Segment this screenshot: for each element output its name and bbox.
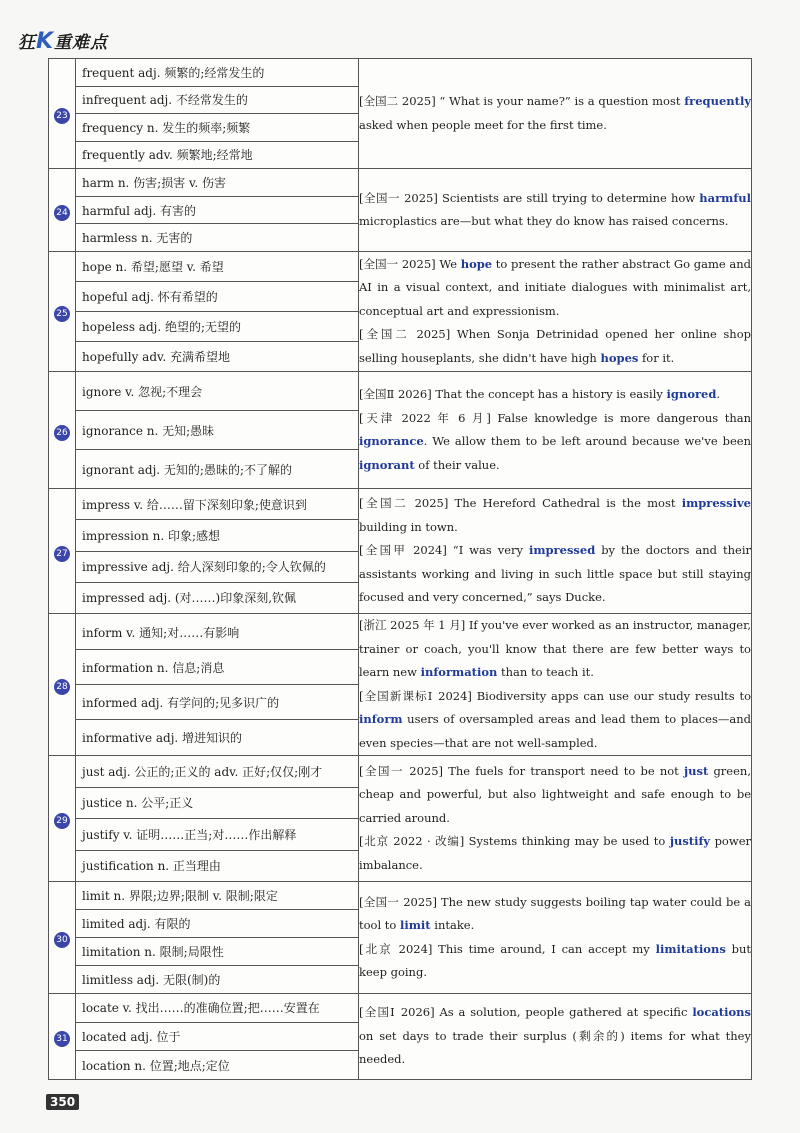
entry-number-cell bbox=[49, 59, 76, 169]
word-family-cell bbox=[76, 882, 359, 994]
highlighted-word: locations bbox=[692, 1005, 751, 1020]
word-form: hope n. 希望;愿望 v. 希望 bbox=[76, 252, 358, 282]
highlighted-word: impressive bbox=[681, 496, 751, 511]
sentence-text: [全国一 2025] Scientists are still trying to determine how bbox=[359, 190, 700, 205]
word-form: impress v. 给……留下深刻印象;使意识到 bbox=[76, 489, 358, 520]
example-sentence bbox=[359, 938, 751, 985]
word-form: limitation n. 限制;局限性 bbox=[76, 938, 358, 966]
sentence-text: [浙江 2025 年 1 月] If you've ever worked as an instructor, manager, trainer or coach, you'll know that there are few better ways to learn new bbox=[359, 618, 752, 679]
sentence-text: [全国一 2025] The fuels for transport need to be not bbox=[359, 763, 684, 778]
entry-number-badge: 25 bbox=[54, 306, 70, 322]
example-cell bbox=[359, 169, 752, 252]
word-form: justification n. 正当理由 bbox=[82, 859, 221, 874]
sentence-text: for it. bbox=[638, 350, 675, 365]
entry-number-cell bbox=[49, 756, 76, 882]
vocab-row bbox=[49, 252, 752, 372]
sentence-text: [北京 2022 · 改编] Systems thinking may be used to bbox=[359, 834, 670, 849]
word-form: informative adj. 增进知识的 bbox=[82, 730, 243, 745]
sentence-text: . We allow them to be left around because we've been bbox=[423, 434, 751, 448]
word-form: frequently adv. 频繁地;经常地 bbox=[82, 148, 253, 163]
vocab-row bbox=[49, 59, 752, 169]
entry-number-cell bbox=[49, 489, 76, 614]
sentence-text: users of oversampled areas and lead them to places—and even species—that are not well-sampled. bbox=[359, 712, 751, 750]
word-form: information n. 信息;消息 bbox=[76, 650, 358, 685]
brand-logo: 狂K重难点 bbox=[18, 29, 109, 54]
example-sentence bbox=[359, 1001, 751, 1072]
word-form: infrequent adj. 不经常发生的 bbox=[76, 87, 358, 115]
vocab-row bbox=[49, 756, 752, 882]
highlighted-word: hopes bbox=[600, 350, 639, 365]
example-cell bbox=[359, 994, 752, 1080]
vocab-row bbox=[49, 882, 752, 994]
sentence-text: green, cheap and powerful, but also lightweight and safe enough to be carried around. bbox=[359, 763, 751, 825]
entry-number-cell bbox=[49, 882, 76, 994]
sentence-text: power imbalance. bbox=[359, 834, 752, 872]
highlighted-word: ignorant bbox=[359, 457, 415, 472]
example-sentence bbox=[359, 253, 751, 324]
sentence-text: [北京 2024] This time around, I can accept my bbox=[359, 941, 656, 956]
vocab-row bbox=[49, 489, 752, 614]
sentence-text: [全国Ⅰ 2026] As a solution, people gathered at specific bbox=[359, 1005, 693, 1020]
word-form: hopefully adv. 充满希望地 bbox=[82, 350, 230, 364]
example-sentence bbox=[359, 539, 751, 610]
entry-number-cell bbox=[49, 614, 76, 756]
sentence-text: [全国甲 2024] “I was very bbox=[359, 543, 529, 558]
word-form: impressive adj. 给人深刻印象的;令人钦佩的 bbox=[76, 552, 358, 583]
word-form: informed adj. 有学问的;见多识广的 bbox=[76, 685, 358, 720]
word-form: ignorant adj. 无知的;愚昧的;不了解的 bbox=[82, 462, 293, 477]
sentence-text: to present the rather abstract Go game and AI in a visual context, and initiate dialogues with minimalist art, conceptual art and expressionism. bbox=[359, 256, 751, 318]
example-sentence bbox=[359, 760, 751, 831]
vocab-row bbox=[49, 994, 752, 1080]
highlighted-word: hope bbox=[460, 256, 493, 271]
word-family-cell bbox=[76, 59, 359, 169]
sentence-text: [全国二 2025] When Sonja Detrinidad opened her online shop selling houseplants, she didn't have high bbox=[359, 327, 751, 365]
highlighted-word: limitations bbox=[655, 941, 726, 956]
example-cell bbox=[359, 252, 752, 372]
sentence-text: [天津 2022 年 6 月] False knowledge is more dangerous than bbox=[359, 410, 751, 425]
highlighted-word: limit bbox=[400, 918, 431, 932]
word-family-cell bbox=[76, 756, 359, 882]
word-form: impression n. 印象;感想 bbox=[76, 520, 358, 551]
word-family-cell bbox=[76, 372, 359, 489]
word-family-cell bbox=[76, 489, 359, 614]
sentence-text: than to teach it. bbox=[497, 665, 594, 679]
word-form: limit n. 界限;边界;限制 v. 限制;限定 bbox=[76, 882, 358, 910]
word-form: ignorance n. 无知;愚昧 bbox=[76, 411, 358, 450]
example-sentence bbox=[359, 90, 751, 137]
sentence-text: on set days to trade their surplus (剩余的) items for what they needed. bbox=[359, 1028, 751, 1067]
sentence-text: but keep going. bbox=[359, 941, 751, 979]
vocab-row bbox=[49, 169, 752, 252]
word-form: location n. 位置;地点;定位 bbox=[82, 1058, 230, 1073]
entry-number-badge: 26 bbox=[54, 425, 70, 441]
word-form: impressed adj. (对……)印象深刻,钦佩 bbox=[82, 591, 297, 606]
example-sentence bbox=[359, 614, 751, 685]
entry-number-badge: 24 bbox=[54, 205, 70, 221]
sentence-text: [全国二 2025] “ What is your name?” is a question most bbox=[359, 94, 685, 108]
word-family-cell bbox=[76, 994, 359, 1080]
entry-number-badge: 29 bbox=[54, 813, 70, 829]
word-form: ignore v. 忽视;不理会 bbox=[76, 372, 358, 411]
entry-number-badge: 30 bbox=[54, 932, 70, 948]
example-cell bbox=[359, 372, 752, 489]
highlighted-word: harmful bbox=[699, 190, 751, 205]
example-cell bbox=[359, 882, 752, 994]
word-family-cell bbox=[76, 169, 359, 252]
word-form: justice n. 公平;正义 bbox=[76, 788, 358, 820]
highlighted-word: information bbox=[420, 665, 498, 679]
word-form: located adj. 位于 bbox=[76, 1023, 358, 1052]
entry-number-badge: 28 bbox=[54, 679, 70, 695]
entry-number-badge: 31 bbox=[54, 1031, 70, 1047]
sentence-text: [全国二 2025] The Hereford Cathedral is the most bbox=[359, 496, 682, 511]
highlighted-word: frequently bbox=[684, 94, 751, 108]
sentence-text: [全国新课标Ⅰ 2024] Biodiversity apps can use our study results to bbox=[359, 688, 751, 703]
word-form: limited adj. 有限的 bbox=[76, 910, 358, 938]
entry-number-badge: 23 bbox=[54, 108, 70, 124]
example-sentence bbox=[359, 407, 751, 478]
word-form: justify v. 证明……正当;对……作出解释 bbox=[76, 819, 358, 851]
sentence-text: intake. bbox=[430, 918, 475, 932]
example-sentence bbox=[359, 323, 751, 370]
entry-number-cell bbox=[49, 252, 76, 372]
example-cell bbox=[359, 489, 752, 614]
word-form: harm n. 伤害;损害 v. 伤害 bbox=[76, 169, 358, 197]
word-family-cell bbox=[76, 614, 359, 756]
sentence-text: of their value. bbox=[414, 457, 500, 472]
highlighted-word: justify bbox=[669, 834, 711, 849]
highlighted-word: just bbox=[683, 763, 709, 778]
vocab-row bbox=[49, 614, 752, 756]
word-form: hopeful adj. 怀有希望的 bbox=[76, 282, 358, 312]
entry-number-cell bbox=[49, 372, 76, 489]
word-form: frequent adj. 频繁的;经常发生的 bbox=[76, 59, 358, 87]
highlighted-word: ignored bbox=[666, 387, 717, 401]
word-form: harmful adj. 有害的 bbox=[76, 197, 358, 225]
sentence-text: microplastics are—but what they do know has raised concerns. bbox=[359, 214, 729, 228]
entry-number-cell bbox=[49, 169, 76, 252]
page-number: 350 bbox=[46, 1094, 79, 1110]
sentence-text: [全国Ⅱ 2026] That the concept has a history is easily bbox=[359, 387, 667, 401]
example-cell bbox=[359, 756, 752, 882]
highlighted-word: ignorance bbox=[359, 434, 424, 448]
sentence-text: [全国一 2025] The new study suggests boiling tap water could be a tool to bbox=[359, 894, 751, 932]
entry-number-cell bbox=[49, 994, 76, 1080]
example-sentence bbox=[359, 685, 751, 756]
word-family-cell bbox=[76, 252, 359, 372]
word-form: inform v. 通知;对……有影响 bbox=[76, 615, 358, 650]
highlighted-word: inform bbox=[359, 712, 403, 726]
sentence-text: asked when people meet for the first time. bbox=[359, 117, 607, 132]
vocab-row bbox=[49, 372, 752, 489]
word-form: just adj. 公正的;正义的 adv. 正好;仅仅;刚才 bbox=[76, 756, 358, 788]
example-sentence bbox=[359, 830, 751, 877]
example-cell bbox=[359, 614, 752, 756]
example-sentence bbox=[359, 492, 751, 539]
word-form: harmless n. 无害的 bbox=[82, 231, 193, 246]
highlighted-word: impressed bbox=[528, 543, 596, 558]
word-form: locate v. 找出……的准确位置;把……安置在 bbox=[76, 994, 358, 1023]
sentence-text: [全国一 2025] We bbox=[359, 256, 461, 271]
example-sentence bbox=[359, 891, 751, 938]
vocab-table bbox=[48, 58, 752, 1080]
word-form: limitless adj. 无限(制)的 bbox=[82, 973, 221, 987]
word-form: frequency n. 发生的频率;频繁 bbox=[76, 114, 358, 142]
word-form: hopeless adj. 绝望的;无望的 bbox=[76, 312, 358, 342]
example-cell bbox=[359, 59, 752, 169]
sentence-text: . bbox=[716, 387, 721, 401]
entry-number-badge: 27 bbox=[54, 546, 70, 562]
sentence-text: building in town. bbox=[359, 519, 458, 534]
example-sentence bbox=[359, 187, 751, 234]
example-sentence bbox=[359, 383, 751, 407]
sentence-text: by the doctors and their assistants working and living in such little space but still staying focused and very concerned,” says Ducke. bbox=[359, 543, 751, 605]
